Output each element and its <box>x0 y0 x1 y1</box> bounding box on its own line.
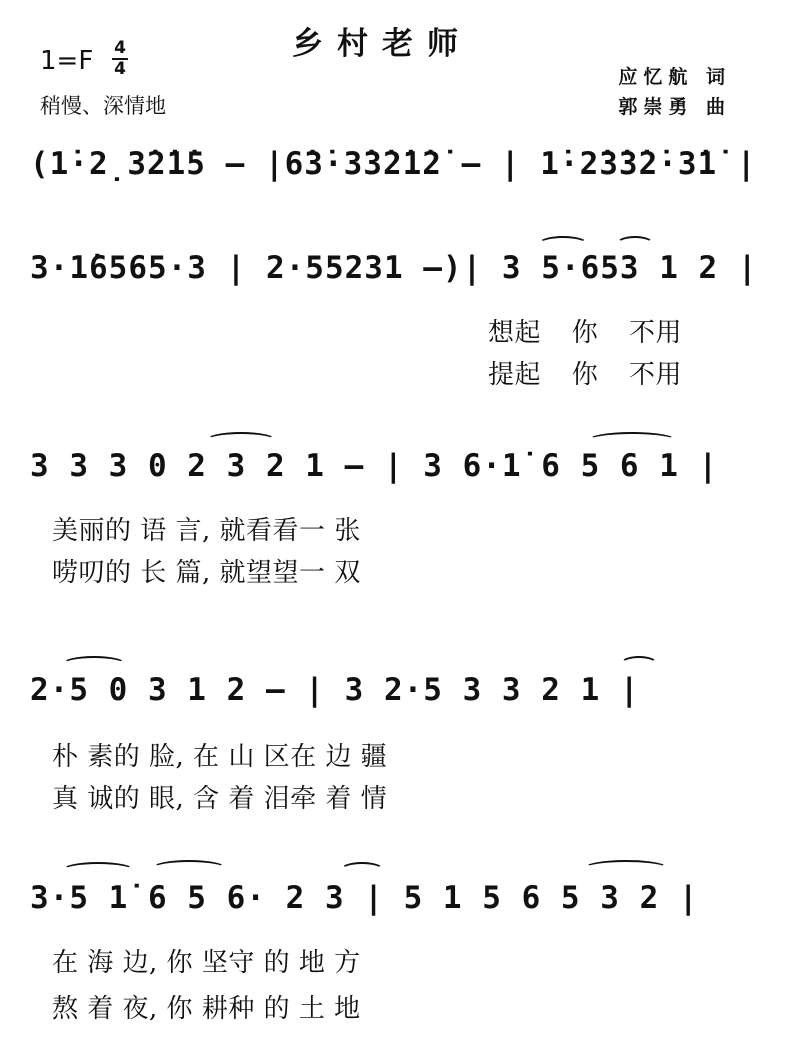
lyric-verse1-line5: 在 海 边, 你 坚守 的 地 方 <box>52 948 361 978</box>
slur-mark <box>588 432 676 448</box>
lyric-verse2-line3: 唠叨的 长 篇, 就望望一 双 <box>52 558 361 588</box>
song-title: 乡村老师 <box>292 26 472 62</box>
score-line-2: 3·1̇6565·3 | 2·55231 —)| 3 5·653 1 2 | <box>30 250 758 286</box>
time-signature <box>112 40 128 78</box>
slur-mark <box>538 236 588 252</box>
score-line-5: 3·5 1̇ 6 5 6· 2 3 | 5 1 5 6 5 3 2 | <box>30 880 699 916</box>
time-signature-bottom: 4 <box>114 59 126 79</box>
lyric-verse1-line2: 想起 你 不用 <box>488 318 683 348</box>
slur-mark <box>620 656 658 672</box>
slur-mark <box>152 860 226 876</box>
key-signature: 1=F <box>40 46 94 76</box>
lyric-verse1-line3: 美丽的 语 言, 就看看一 张 <box>52 516 361 546</box>
slur-mark <box>616 236 654 252</box>
slur-mark <box>62 862 134 878</box>
composer-credit: 郭崇勇 曲 <box>618 96 731 118</box>
lyricist-credit: 应忆航 词 <box>618 66 731 88</box>
tempo-marking: 稍慢、深情地 <box>40 94 166 118</box>
lyric-verse2-line2: 提起 你 不用 <box>488 360 683 390</box>
slur-mark <box>206 432 276 448</box>
lyric-verse1-line4: 朴 素的 脸, 在 山 区在 边 疆 <box>52 742 388 772</box>
slur-mark <box>62 656 126 672</box>
lyric-verse2-line4: 真 诚的 眼, 含 着 泪牵 着 情 <box>52 784 388 814</box>
lyric-verse2-line5: 熬 着 夜, 你 耕种 的 土 地 <box>52 994 361 1024</box>
score-line-3: 3 3 3 0 2 3 2 1 — | 3 6·1̇ 6 5 6 1 | <box>30 448 719 484</box>
time-signature-top: 4 <box>114 38 126 58</box>
score-line-1: (1̇·2̣3̇2̇1̇5 — |6̇3̇·3̇3̇2̇1̇2̇ — | 1̇·2̇3̇3̇2̇·3̇1̇ | <box>30 146 757 182</box>
slur-mark <box>340 862 384 878</box>
score-line-4: 2·5 0 3 1 2 — | 3 2·5 3 3 2 1 | <box>30 672 640 708</box>
slur-mark <box>584 860 668 876</box>
